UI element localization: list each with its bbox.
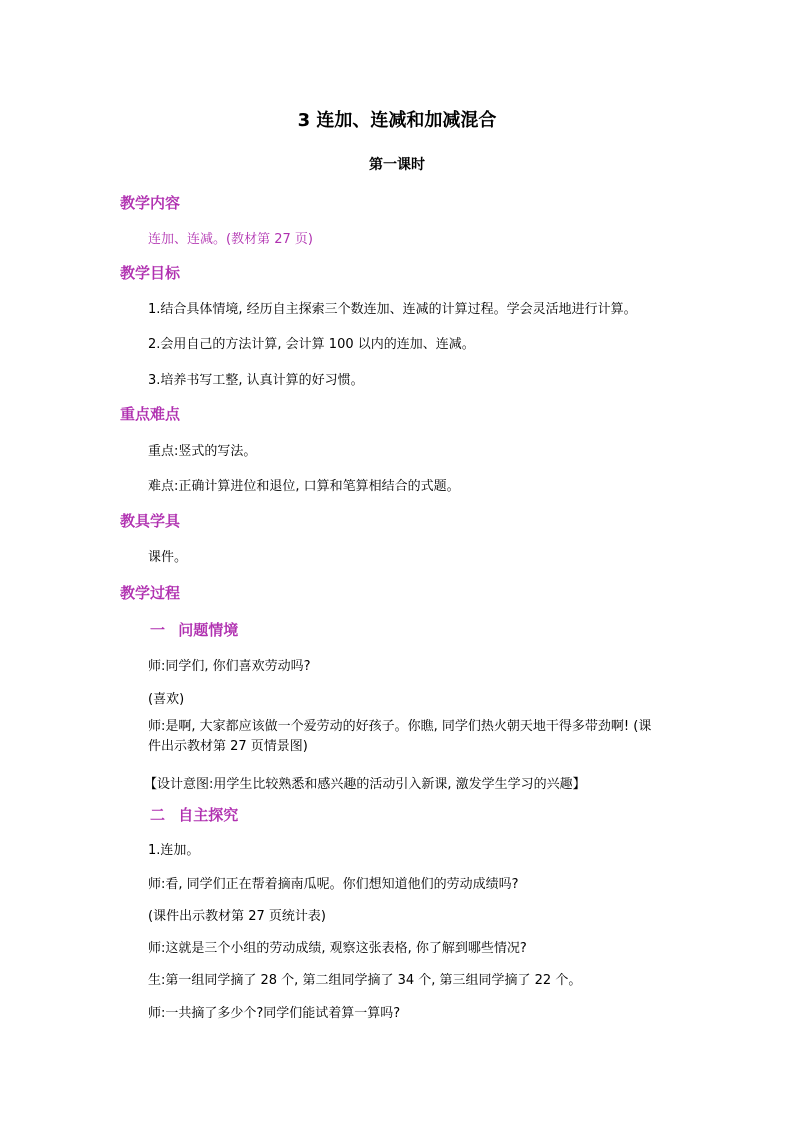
heading-key-difficult: 重点难点 <box>120 405 181 423</box>
lesson-subtitle: 第一课时 <box>369 157 425 173</box>
dialogue-line: (课件出示教材第 27 页统计表) <box>148 909 326 924</box>
heading-teaching-content: 教学内容 <box>120 194 181 212</box>
heading-teaching-goals: 教学目标 <box>120 264 181 282</box>
step-label: 1.连加。 <box>148 843 200 858</box>
dialogue-line: 生:第一组同学摘了 28 个, 第二组同学摘了 34 个, 第三组同学摘了 22 个。 <box>148 973 582 988</box>
dialogue-paragraph: 师:是啊, 大家都应该做一个爱劳动的好孩子。你瞧, 同学们热火朝天地干得多带劲啊! (课件出示教材第 27 页情景图) <box>148 719 652 754</box>
heading-teaching-process: 教学过程 <box>120 584 181 602</box>
goal-item-2: 2.会用自己的方法计算, 会计算 100 以内的连加、连减。 <box>148 337 475 352</box>
heading-teaching-tools: 教具学具 <box>120 512 181 530</box>
dialogue-line: (喜欢) <box>148 692 185 707</box>
subheading-problem-situation: 一 问题情境 <box>150 621 239 639</box>
goal-item-1: 1.结合具体情境, 经历自主探索三个数连加、连减的计算过程。学会灵活地进行计算。 <box>148 302 637 317</box>
subheading-self-exploration: 二 自主探究 <box>150 806 239 824</box>
difficult-point-text: 难点:正确计算进位和退位, 口算和笔算相结合的式题。 <box>148 479 460 494</box>
design-intent-note: 【设计意图:用学生比较熟悉和感兴趣的活动引入新课, 激发学生学习的兴趣】 <box>144 777 586 792</box>
teaching-tools-text: 课件。 <box>148 550 188 565</box>
dialogue-line: 师:看, 同学们正在帮着摘南瓜呢。你们想知道他们的劳动成绩吗? <box>148 877 519 892</box>
dialogue-line: 师:同学们, 你们喜欢劳动吗? <box>148 659 311 674</box>
teaching-content-text: 连加、连减。(教材第 27 页) <box>148 232 313 247</box>
lesson-title: 3 连加、连减和加减混合 <box>297 110 497 131</box>
key-point-text: 重点:竖式的写法。 <box>148 444 257 459</box>
dialogue-line: 师:这就是三个小组的劳动成绩, 观察这张表格, 你了解到哪些情况? <box>148 941 527 956</box>
goal-item-3: 3.培养书写工整, 认真计算的好习惯。 <box>148 373 364 388</box>
dialogue-line: 师:一共摘了多少个?同学们能试着算一算吗? <box>148 1006 401 1021</box>
